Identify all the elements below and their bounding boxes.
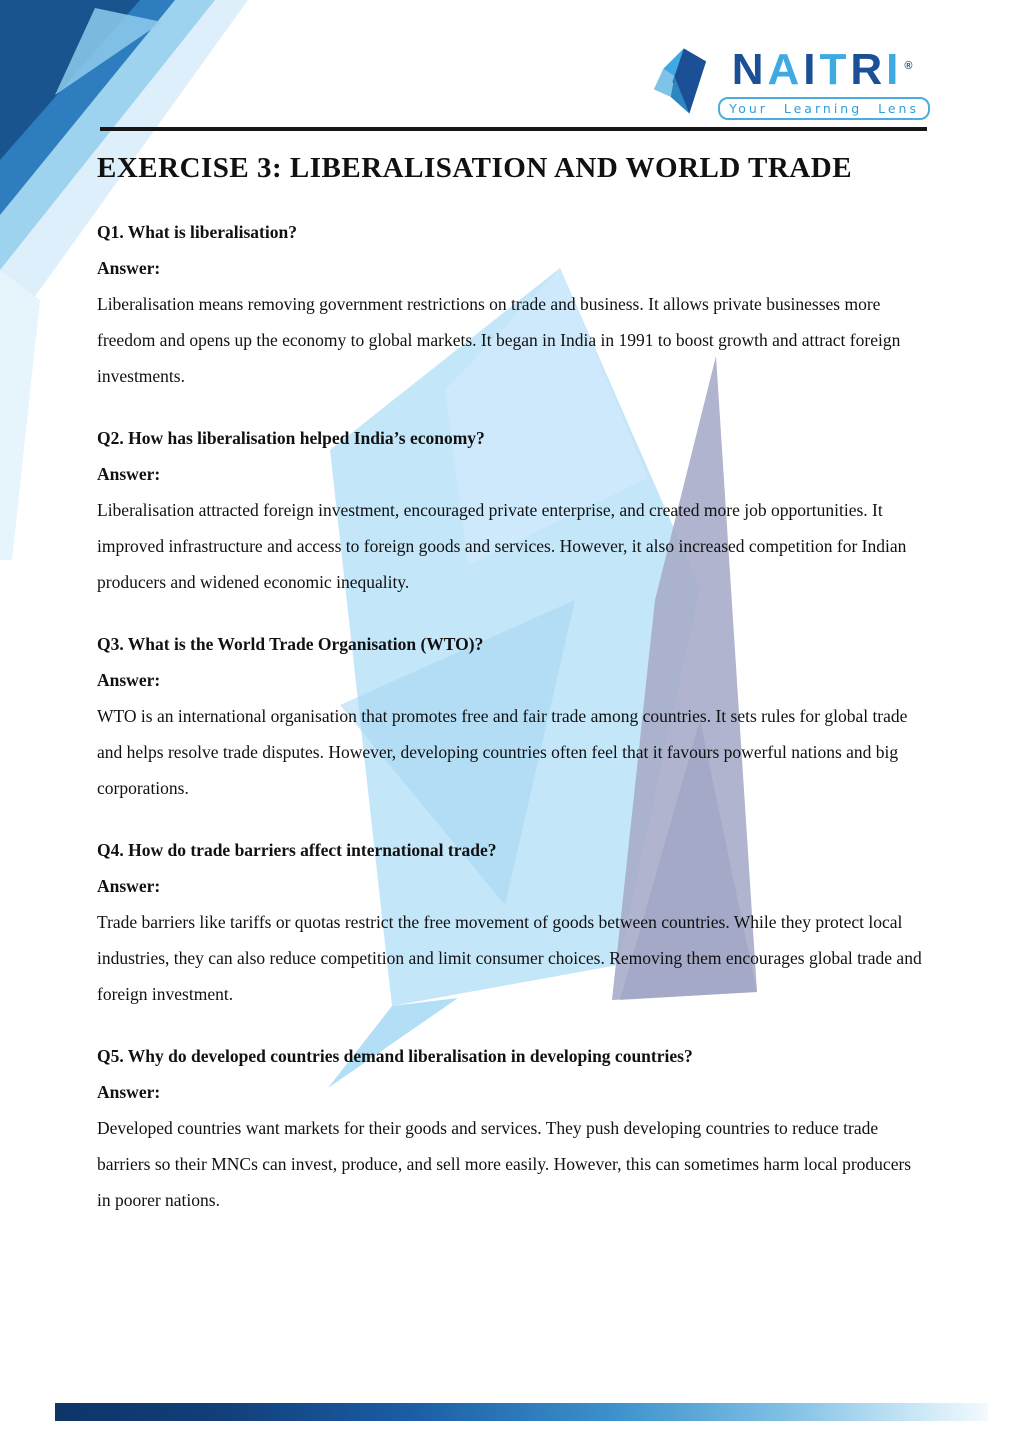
qa-block [97, 626, 925, 806]
question-text: Q1. What is liberalisation? [97, 222, 297, 242]
question-text: Q4. How do trade barriers affect international trade? [97, 840, 497, 860]
answer-label: Answer: [97, 464, 161, 484]
qa-block [97, 214, 925, 394]
page-title: EXERCISE 3: LIBERALISATION AND WORLD TRADE [97, 152, 853, 184]
answer-label: Answer: [97, 1082, 161, 1102]
qa-block [97, 420, 925, 600]
header [0, 0, 1024, 136]
origami-bird-icon [652, 48, 708, 114]
question-text: Q2. How has liberalisation helped India’s economy? [97, 428, 485, 448]
brand-tagline: Your Learning Lens [718, 97, 930, 120]
brand-letter: A [767, 45, 804, 94]
brand-letter: T [819, 45, 851, 94]
brand-wordmark [718, 45, 930, 120]
answer-text: Trade barriers like tariffs or quotas restrict the free movement of goods between countries. While they protect local industries, they can also reduce competition and limit consumer choices. Removing them encourages global trade and foreign investment. [97, 912, 922, 1004]
registered-trademark-symbol: ® [904, 60, 917, 72]
answer-label: Answer: [97, 876, 161, 896]
brand-letter: N [731, 45, 768, 94]
header-divider-line [100, 127, 927, 131]
answer-label: Answer: [97, 258, 161, 278]
question-text: Q5. Why do developed countries demand liberalisation in developing countries? [97, 1046, 693, 1066]
question-text: Q3. What is the World Trade Organisation (WTO)? [97, 634, 484, 654]
brand-letter: I [803, 45, 820, 94]
answer-label: Answer: [97, 670, 161, 690]
brand-letter: I [886, 45, 903, 94]
brand-letter: R [850, 45, 887, 94]
brand-logo [652, 45, 930, 120]
footer-gradient-bar [55, 1403, 988, 1421]
answer-text: Liberalisation means removing government restrictions on trade and business. It allows private businesses more freedom and opens up the economy to global markets. It began in India in 1991 to boost growth and attract foreign investments. [97, 294, 901, 386]
qa-block [97, 1038, 925, 1218]
answer-text: Developed countries want markets for their goods and services. They push developing countries to reduce trade barriers so their MNCs can invest, produce, and sell more easily. However, this can sometimes harm local producers in poorer nations. [97, 1118, 912, 1210]
document-content [97, 148, 925, 1218]
qa-block [97, 832, 925, 1012]
brand-name [731, 45, 917, 94]
answer-text: Liberalisation attracted foreign investment, encouraged private enterprise, and created more job opportunities. It improved infrastructure and access to foreign goods and services. However, it also increased competition for Indian producers and widened economic inequality. [97, 500, 907, 592]
answer-text: WTO is an international organisation that promotes free and fair trade among countries. It sets rules for global trade and helps resolve trade disputes. However, developing countries often feel that it favours powerful nations and big corporations. [97, 706, 908, 798]
